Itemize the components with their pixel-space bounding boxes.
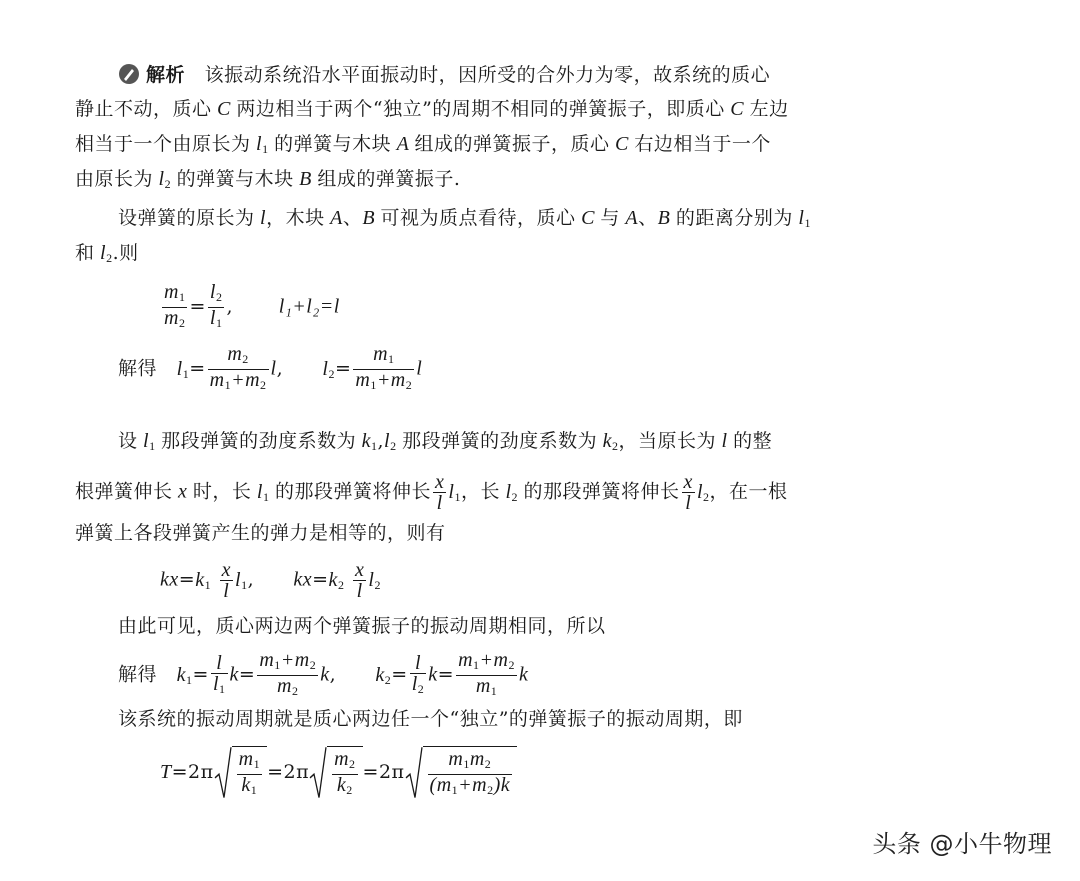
equation-period: T=2π $\frac{m_1}{k_1}$ =2π $\frac{m_2}{k_2}$ =2π $\frac{m_1m_2}{(m_1+m_2)k}$	[160, 746, 517, 800]
para3-line-3: 弹簧上各段弹簧产生的弹力是相等的，则有	[75, 522, 446, 544]
solve-stiffness: 解得 $k_1=$ $\frac{l}{l_1}$ k= $\frac{m_1+m_2}{m_2}$ k, $k_2=$ $\frac{l}{l_2}$ k= $\frac{m_1+m_2}{m_1}$ k	[118, 649, 529, 698]
para2-line-2: 和 $l_2$.则	[75, 242, 139, 265]
para3-line-2: 根弹簧伸长 x 时，长 $l_1$ 的那段弹簧将伸长 $\frac{x}{l}$ $l_1$，长 $l_2$ 的那段弹簧将伸长 $\frac{x}{l}$ $l_2$，在一根	[75, 471, 788, 514]
para4: 由此可见，质心两边两个弹簧振子的振动周期相同，所以	[118, 615, 606, 637]
solve-lengths: 解得 $l_1=$ $\frac{m_2}{m_1+m_2}$ l, $l_2=$ $\frac{m_1}{m_1+m_2}$ l	[118, 343, 423, 392]
watermark: 头条 @小牛物理	[872, 830, 1052, 858]
intro-line-4: 由原长为 $l_2$ 的弹簧与木块 B 组成的弹簧振子.	[75, 168, 461, 191]
para5: 该系统的振动周期就是质心两边任一个“独立”的弹簧振子的振动周期，即	[118, 708, 743, 730]
intro-line-2: 静止不动，质心 C 两边相当于两个“独立”的周期不相同的弹簧振子，即质心 C 左边	[75, 98, 789, 120]
analysis-label: 解析	[146, 64, 186, 86]
para2-line-1: 设弹簧的原长为 l，木块 A、B 可视为质点看待，质心 C 与 A、B 的距离分别为 $l_1$	[118, 207, 811, 230]
pencil-icon	[118, 63, 140, 85]
para3-line-1: 设 $l_1$ 那段弹簧的劲度系数为 $k_1,l_2$ 那段弹簧的劲度系数为 $k_2$，当原长为 l 的整	[118, 430, 773, 453]
equation-ratio: $\frac{m_1}{m_2}$ = $\frac{l_2}{l_1}$ , l₁+l₂=l	[164, 281, 340, 330]
equation-force: $kx=k_1$ $\frac{x}{l}$ $l_1$, $kx=k_2$ $\frac{x}{l}$ $l_2$	[160, 559, 381, 602]
equation-sum: l₁+l₂=l	[278, 295, 340, 318]
intro-line-3: 相当于一个由原长为 $l_1$ 的弹簧与木块 A 组成的弹簧振子，质心 C 右边相当于一个	[75, 133, 771, 156]
intro-line-1: 解析 该振动系统沿水平面振动时，因所受的合外力为零，故系统的质心	[118, 62, 770, 88]
